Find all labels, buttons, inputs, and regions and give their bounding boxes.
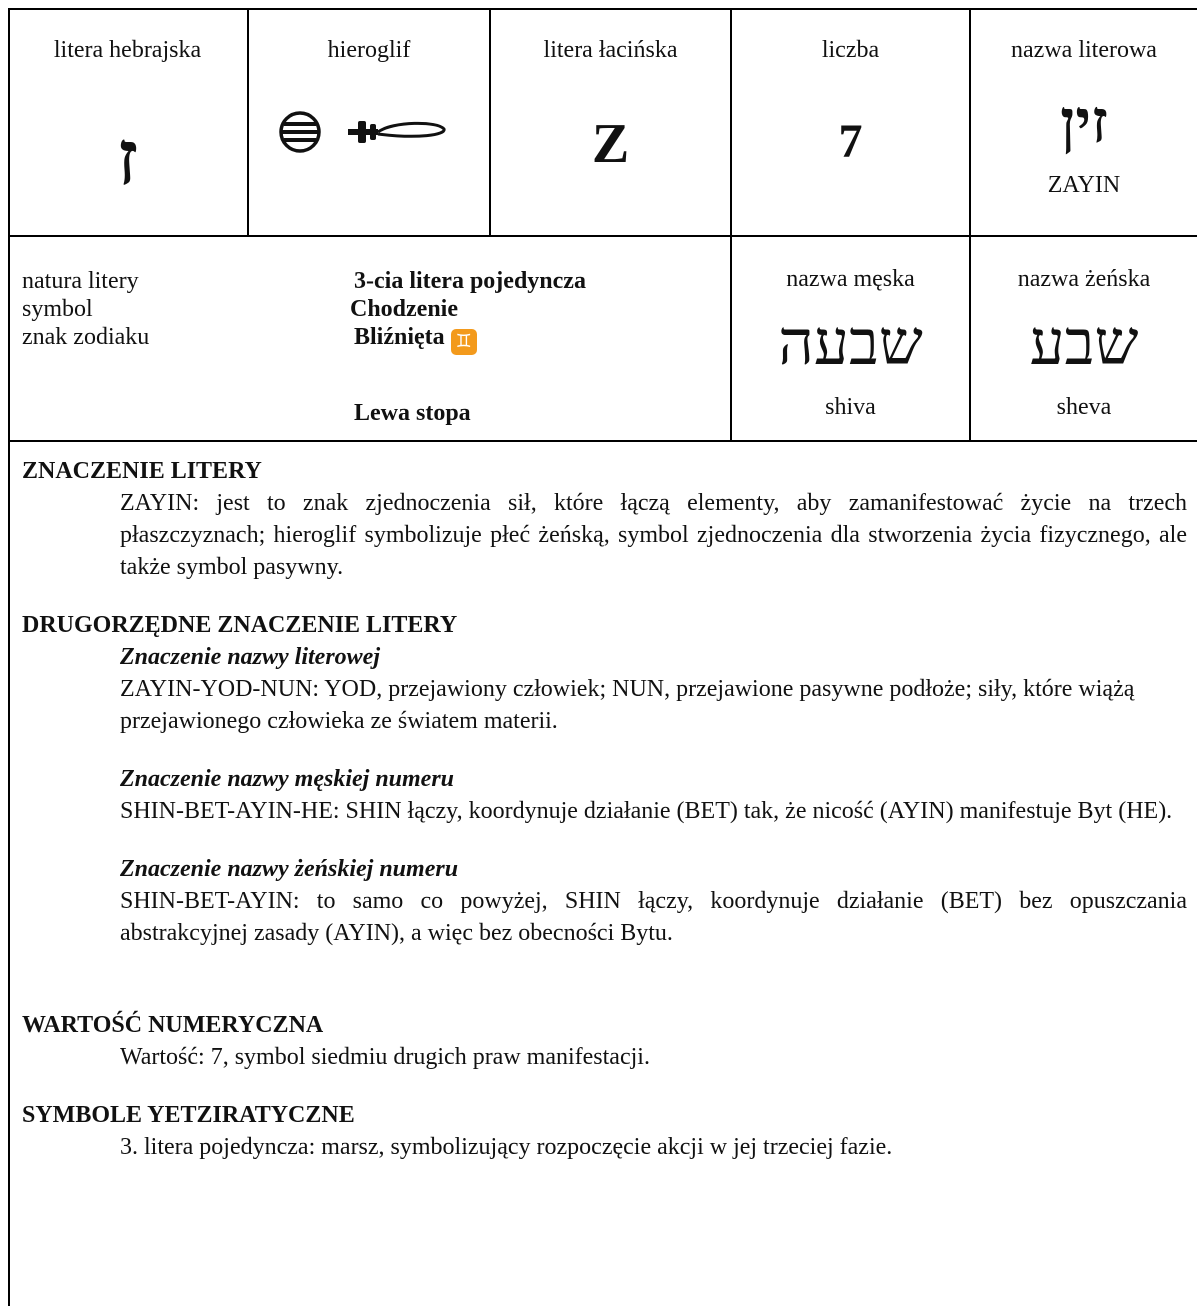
numeric-heading: WARTOŚĆ NUMERYCZNA — [22, 1012, 324, 1038]
number-value: 7 — [838, 115, 863, 168]
zodiac-value: Bliźnięta — [354, 324, 445, 350]
body-part-value: Lewa stopa — [354, 400, 471, 426]
gemini-icon: ♊ — [451, 329, 477, 355]
male-name-meaning-text: SHIN-BET-AYIN-HE: SHIN łączy, koordynuje działanie (BET) tak, że nicość (AYIN) manifestuje Byt (HE). — [120, 798, 1173, 824]
letter-attributes-row — [8, 237, 1197, 442]
number-label: liczba — [821, 37, 880, 63]
male-name-hebrew: שבעה — [778, 306, 923, 379]
letter-name-label: nazwa literowa — [1011, 37, 1157, 63]
latin-letter-value: Z — [591, 113, 630, 175]
female-name-hebrew: שבע — [1029, 306, 1139, 379]
numeric-text: Wartość: 7, symbol siedmiu drugich praw manifestacji. — [120, 1044, 650, 1070]
letter-name-latin: ZAYIN — [1047, 172, 1121, 198]
hebrew-letter-label: litera hebrajska — [53, 37, 202, 63]
hieroglyph-label: hieroglif — [327, 37, 411, 63]
nature-label: natura litery — [22, 268, 139, 294]
description-content — [22, 455, 1187, 1163]
attribute-values — [350, 267, 586, 355]
hebrew-letter-glyph: ז — [116, 113, 139, 202]
yetziratic-heading: SYMBOLE YETZIRATYCZNE — [22, 1102, 355, 1128]
symbol-value: Chodzenie — [350, 296, 458, 322]
zodiac-label: znak zodiaku — [22, 324, 150, 350]
female-name-meaning-text: SHIN-BET-AYIN: to samo co powyżej, SHIN łączy, koordynuje działanie (BET) bez opuszczania abstrakcyjnej zasady (AYIN), a więc bez obecności Bytu. — [120, 888, 1187, 946]
letter-name-hebrew: זין — [1060, 87, 1108, 157]
female-name-label: nazwa żeńska — [1017, 266, 1151, 292]
symbol-label: symbol — [22, 296, 93, 322]
latin-letter-label: litera łacińska — [543, 37, 678, 63]
yetziratic-text: 3. litera pojedyncza: marsz, symbolizujący rozpoczęcie akcji w jej trzeciej fazie. — [120, 1134, 893, 1160]
letter-info-row — [8, 8, 1197, 237]
male-name-meaning-title: Znaczenie nazwy męskiej numeru — [120, 766, 455, 792]
zodiac-value-row — [354, 323, 586, 355]
letter-name-meaning-title: Znaczenie nazwy literowej — [120, 644, 380, 670]
letter-name-meaning-text: ZAYIN-YOD-NUN: YOD, przejawiony człowiek; NUN, przejawione pasywne podłoże; siły, które wiążą przejawionego człowieka ze światem materii. — [120, 676, 1135, 734]
male-name-latin: shiva — [825, 394, 876, 420]
female-name-latin: sheva — [1056, 394, 1112, 420]
female-name-meaning-title: Znaczenie nazwy żeńskiej numeru — [120, 856, 459, 882]
meaning-heading: ZNACZENIE LITERY — [22, 458, 262, 484]
attribute-labels — [22, 267, 149, 351]
nature-value: 3-cia litera pojedyncza — [354, 268, 586, 294]
meaning-text: ZAYIN: jest to znak zjednoczenia sił, które łączą elementy, aby zamanifestować życie na trzech płaszczyznach; hieroglif symbolizuje płeć żeńską, symbol zjednoczenia dla stworzenia życia fizycznego, ale także symbol pasywny. — [120, 490, 1187, 580]
secondary-heading: DRUGORZĘDNE ZNACZENIE LITERY — [22, 612, 458, 638]
hieroglyph-icon — [278, 107, 448, 162]
male-name-label: nazwa męska — [786, 266, 915, 292]
